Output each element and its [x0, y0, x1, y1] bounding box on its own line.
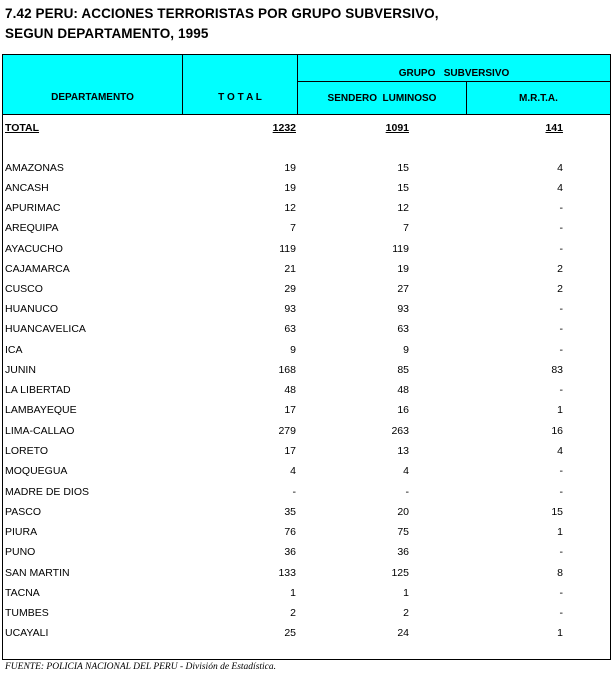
table-row — [0, 423, 614, 439]
cell-sendero: 16 — [397, 404, 409, 416]
cell-total: 279 — [278, 425, 296, 437]
header-mrta — [466, 81, 611, 115]
table-row — [0, 342, 614, 358]
table-row — [0, 301, 614, 317]
table-row — [0, 565, 614, 581]
cell-name: PIURA — [5, 526, 38, 538]
header-total — [182, 54, 298, 115]
cell-name: CUSCO — [5, 283, 43, 295]
cell-mrta: 1 — [557, 627, 563, 639]
cell-total: 17 — [284, 445, 296, 457]
cell-total: 1 — [290, 587, 296, 599]
cell-mrta: - — [559, 202, 563, 214]
table-row — [0, 321, 614, 337]
title-line-2: SEGUN DEPARTAMENTO, 1995 — [5, 26, 209, 41]
cell-total: - — [292, 486, 296, 498]
cell-mrta: - — [559, 546, 563, 558]
title-line-1: 7.42 PERU: ACCIONES TERRORISTAS POR GRUPO SUBVERSIVO, — [5, 6, 439, 21]
cell-sendero: 7 — [403, 222, 409, 234]
cell-sendero: 125 — [391, 567, 409, 579]
cell-sendero: 48 — [397, 384, 409, 396]
table-row-total — [0, 120, 614, 136]
cell-mrta: - — [559, 587, 563, 599]
cell-name: HUANCAVELICA — [5, 323, 86, 335]
cell-mrta: 4 — [557, 182, 563, 194]
cell-name: APURIMAC — [5, 202, 61, 214]
cell-total: 21 — [284, 263, 296, 275]
table-row — [0, 402, 614, 418]
table-row — [0, 585, 614, 601]
cell-total: 36 — [284, 546, 296, 558]
table-row — [0, 544, 614, 560]
cell-total: 133 — [278, 567, 296, 579]
table-row — [0, 281, 614, 297]
table-row — [0, 160, 614, 176]
cell-name: HUANUCO — [5, 303, 59, 315]
cell-total: 4 — [290, 465, 296, 477]
cell-total: 35 — [284, 506, 296, 518]
table-row — [0, 504, 614, 520]
cell-sendero: - — [405, 486, 409, 498]
cell-mrta: 1 — [557, 404, 563, 416]
cell-name: TOTAL — [5, 122, 40, 134]
cell-total: 48 — [284, 384, 296, 396]
cell-sendero: 9 — [403, 344, 409, 356]
cell-name: LORETO — [5, 445, 48, 457]
page-title — [5, 4, 439, 44]
header-departamento — [2, 54, 183, 115]
cell-sendero: 19 — [397, 263, 409, 275]
cell-mrta: - — [559, 344, 563, 356]
source-note: FUENTE: POLICIA NACIONAL DEL PERU - División de Estadística. — [5, 662, 277, 672]
cell-sendero: 263 — [391, 425, 409, 437]
table-row — [0, 463, 614, 479]
cell-total: 12 — [284, 202, 296, 214]
cell-sendero: 4 — [403, 465, 409, 477]
cell-total: 19 — [284, 162, 296, 174]
cell-name: AYACUCHO — [5, 243, 63, 255]
cell-mrta: - — [559, 607, 563, 619]
cell-sendero: 24 — [397, 627, 409, 639]
cell-total: 2 — [290, 607, 296, 619]
cell-sendero: 85 — [397, 364, 409, 376]
cell-mrta: 8 — [557, 567, 563, 579]
cell-name: ICA — [5, 344, 23, 356]
header-sendero-luminoso — [297, 81, 467, 115]
cell-mrta: - — [559, 323, 563, 335]
table-row — [0, 443, 614, 459]
cell-name: SAN MARTIN — [5, 567, 70, 579]
cell-sendero: 27 — [397, 283, 409, 295]
table-row — [0, 261, 614, 277]
cell-total: 9 — [290, 344, 296, 356]
cell-total: 29 — [284, 283, 296, 295]
cell-mrta: - — [559, 222, 563, 234]
cell-sendero: 1 — [403, 587, 409, 599]
cell-mrta: 4 — [557, 445, 563, 457]
table-row — [0, 382, 614, 398]
cell-sendero: 1091 — [385, 122, 409, 134]
cell-mrta: 15 — [551, 506, 563, 518]
cell-name: MADRE DE DIOS — [5, 486, 90, 498]
table-row — [0, 362, 614, 378]
cell-sendero: 15 — [397, 162, 409, 174]
cell-mrta: 2 — [557, 263, 563, 275]
table-row — [0, 241, 614, 257]
table-row — [0, 625, 614, 641]
cell-name: CAJAMARCA — [5, 263, 70, 275]
cell-total: 63 — [284, 323, 296, 335]
cell-name: PUNO — [5, 546, 36, 558]
cell-sendero: 13 — [397, 445, 409, 457]
cell-mrta: 16 — [551, 425, 563, 437]
header-total-label: T O T A L — [218, 92, 262, 103]
cell-mrta: 83 — [551, 364, 563, 376]
header-grupo-subversivo — [297, 54, 611, 82]
table-row — [0, 180, 614, 196]
cell-total: 7 — [290, 222, 296, 234]
cell-sendero: 93 — [397, 303, 409, 315]
cell-sendero: 15 — [397, 182, 409, 194]
cell-total: 25 — [284, 627, 296, 639]
cell-sendero: 2 — [403, 607, 409, 619]
cell-name: TACNA — [5, 587, 40, 599]
cell-mrta: - — [559, 465, 563, 477]
cell-name: LA LIBERTAD — [5, 384, 71, 396]
header-departamento-label: DEPARTAMENTO — [51, 92, 134, 103]
cell-name: UCAYALI — [5, 627, 49, 639]
cell-mrta: 2 — [557, 283, 563, 295]
table-row — [0, 605, 614, 621]
cell-total: 76 — [284, 526, 296, 538]
cell-name: PASCO — [5, 506, 41, 518]
cell-mrta: 1 — [557, 526, 563, 538]
cell-name: ANCASH — [5, 182, 49, 194]
cell-total: 17 — [284, 404, 296, 416]
cell-mrta: 141 — [545, 122, 563, 134]
cell-sendero: 20 — [397, 506, 409, 518]
cell-name: TUMBES — [5, 607, 49, 619]
cell-mrta: - — [559, 384, 563, 396]
cell-total: 19 — [284, 182, 296, 194]
cell-sendero: 63 — [397, 323, 409, 335]
cell-sendero: 12 — [397, 202, 409, 214]
cell-name: AMAZONAS — [5, 162, 64, 174]
header-sendero-label: SENDERO LUMINOSO — [327, 92, 437, 104]
header-grupo-label: GRUPO SUBVERSIVO — [398, 68, 510, 79]
table-row — [0, 524, 614, 540]
cell-name: JUNIN — [5, 364, 36, 376]
cell-total: 1232 — [272, 122, 296, 134]
table-row — [0, 200, 614, 216]
cell-name: LIMA-CALLAO — [5, 425, 75, 437]
cell-mrta: - — [559, 303, 563, 315]
cell-total: 93 — [284, 303, 296, 315]
cell-name: AREQUIPA — [5, 222, 59, 234]
table-row — [0, 484, 614, 500]
cell-name: MOQUEGUA — [5, 465, 68, 477]
cell-name: LAMBAYEQUE — [5, 404, 77, 416]
cell-total: 119 — [279, 243, 296, 255]
table-row — [0, 220, 614, 236]
cell-mrta: 4 — [557, 162, 563, 174]
cell-sendero: 119 — [392, 243, 409, 255]
cell-mrta: - — [559, 243, 563, 255]
cell-sendero: 36 — [397, 546, 409, 558]
cell-mrta: - — [559, 486, 563, 498]
header-mrta-label: M.R.T.A. — [519, 92, 558, 104]
cell-total: 168 — [278, 364, 296, 376]
cell-sendero: 75 — [397, 526, 409, 538]
